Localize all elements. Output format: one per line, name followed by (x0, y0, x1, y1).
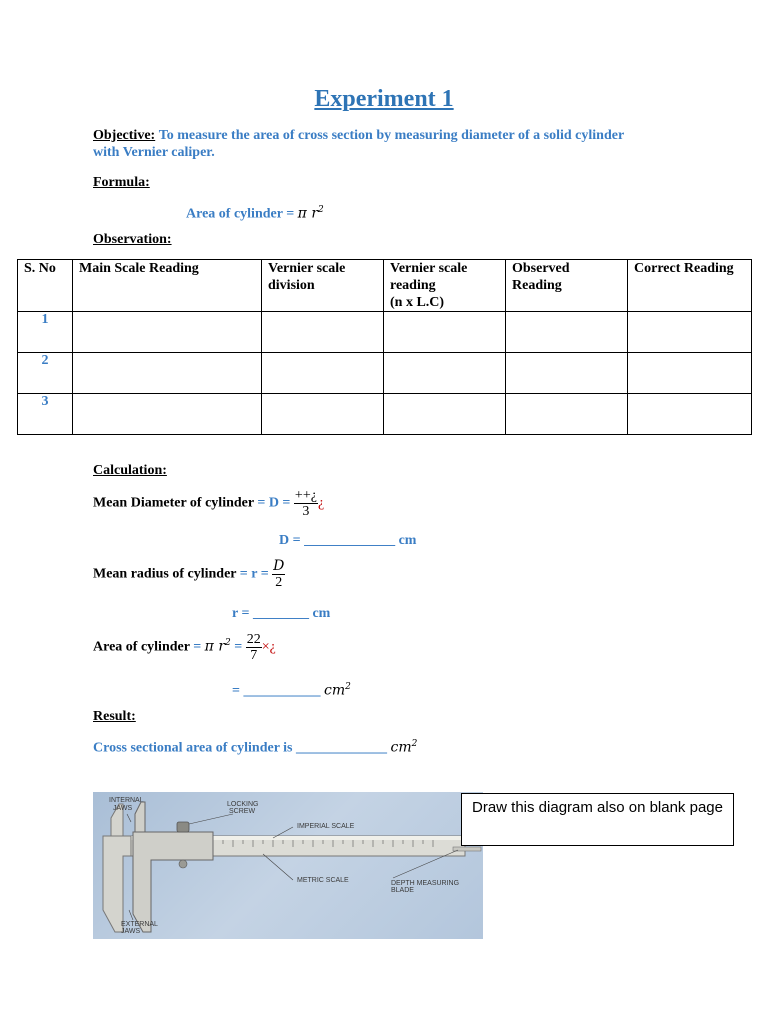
mean-radius-eq: = r = (236, 566, 273, 582)
table-cell[interactable] (262, 394, 384, 435)
mean-radius-line (93, 559, 285, 590)
area-tail: ×¿ (261, 639, 276, 655)
table-cell[interactable] (262, 353, 384, 394)
diagram-note-box: Draw this diagram also on blank page (461, 793, 734, 846)
label-metric-scale: METRIC SCALE (297, 877, 349, 884)
objective (93, 127, 653, 161)
d-result-unit: cm (398, 533, 417, 548)
area-label: Area of cylinder (93, 639, 190, 655)
label-external-jaws-2: JAWS (121, 928, 141, 935)
mean-diameter-fraction (294, 488, 318, 519)
table-cell[interactable] (262, 312, 384, 353)
r-result-prefix: r = (232, 606, 253, 621)
label-external-jaws-1: EXTERNAL (121, 921, 158, 928)
table-cell[interactable] (73, 353, 262, 394)
table-row (18, 394, 752, 435)
r-result-line (232, 605, 330, 622)
row-number: 3 (18, 394, 73, 435)
mean-diameter-eq: = D = (253, 495, 294, 511)
fraction-tail: ¿ (317, 495, 325, 511)
table-cell[interactable] (506, 353, 628, 394)
result-line (93, 736, 417, 757)
formula-label: Formula: (93, 175, 150, 190)
d-result-blank[interactable]: _____________ (304, 533, 396, 548)
formula-exp: 2 (318, 205, 324, 215)
result-exp: 2 (411, 739, 418, 749)
table-cell[interactable] (506, 394, 628, 435)
mean-diameter-label: Mean Diameter of cylinder (93, 495, 254, 511)
result-unit: cm (390, 739, 412, 756)
row-number: 1 (18, 312, 73, 353)
table-row (18, 312, 752, 353)
sliding-jaw (133, 832, 213, 932)
calculation-label: Calculation: (93, 463, 167, 478)
table-cell[interactable] (628, 312, 752, 353)
fraction-numerator: ++¿ (294, 488, 317, 503)
formula-line (186, 202, 324, 223)
vernier-caliper-illustration (93, 792, 483, 939)
header-vernier-division: Vernier scale division (262, 260, 384, 312)
page-title: Experiment 1 (314, 86, 454, 112)
sliding-internal-jaw (135, 802, 145, 832)
table-cell[interactable] (628, 353, 752, 394)
r-result-blank[interactable]: ________ (252, 606, 309, 621)
area-result-unit: cm (323, 682, 346, 699)
fixed-external-jaw (103, 836, 131, 932)
fraction-numerator: 22 (246, 632, 261, 647)
d-result-prefix: D = (279, 533, 305, 548)
area-eq: = (189, 639, 205, 655)
observation-label: Observation: (93, 232, 172, 247)
table-cell[interactable] (628, 394, 752, 435)
fraction-denominator: 3 (302, 504, 310, 519)
table-cell[interactable] (506, 312, 628, 353)
label-imperial-scale: IMPERIAL SCALE (297, 823, 355, 830)
label-depth-blade-1: DEPTH MEASURING (391, 880, 460, 887)
result-text: Cross sectional area of cylinder is (93, 740, 296, 756)
objective-label: Objective: (93, 128, 156, 143)
area-result-exp: 2 (345, 682, 351, 692)
header-vernier-reading-formula: (n x L.C) (390, 295, 445, 310)
fraction-denominator: 7 (250, 648, 258, 663)
table-cell[interactable] (384, 353, 506, 394)
table-cell[interactable] (73, 312, 262, 353)
mean-diameter-line (93, 488, 324, 519)
thumb-wheel (179, 860, 187, 868)
header-main-scale: Main Scale Reading (73, 260, 262, 312)
header-observed: Observed Reading (506, 260, 628, 312)
table-cell[interactable] (384, 312, 506, 353)
label-internal-jaws-1: INTERNAL (109, 797, 144, 804)
table-header-row (18, 260, 752, 312)
area-exp: 2 (225, 638, 231, 649)
table-cell[interactable] (384, 394, 506, 435)
area-result-blank[interactable]: ___________ (243, 683, 321, 699)
vernier-caliper-diagram (93, 792, 483, 939)
label-depth-blade-2: BLADE (391, 887, 414, 894)
area-fraction (246, 632, 262, 663)
d-result-line (279, 532, 416, 549)
table-row (18, 353, 752, 394)
observation-table (17, 259, 752, 435)
header-vernier-reading (384, 260, 506, 312)
formula-expr: π r (297, 205, 319, 222)
area-expr: π r (204, 638, 226, 655)
fraction-denominator: 2 (275, 575, 283, 590)
fraction-numerator: D (273, 558, 285, 574)
result-label: Result: (93, 709, 136, 724)
header-correct: Correct Reading (628, 260, 752, 312)
area-line (93, 632, 276, 663)
area-eq2: = (230, 639, 246, 655)
mean-radius-label: Mean radius of cylinder (93, 566, 237, 582)
header-vernier-reading-text: Vernier scale reading (390, 261, 468, 293)
mean-radius-fraction (272, 559, 285, 590)
label-internal-jaws-2: JAWS (113, 805, 133, 812)
label-locking-screw-2: SCREW (229, 808, 256, 815)
formula-text: Area of cylinder = (186, 206, 298, 222)
row-number: 2 (18, 353, 73, 394)
r-result-unit: cm (312, 606, 331, 621)
result-blank[interactable]: _____________ (296, 740, 387, 756)
area-result-prefix: = (232, 683, 244, 699)
header-sno: S. No (18, 260, 73, 312)
label-locking-screw-1: LOCKING (227, 801, 259, 808)
locking-screw (177, 822, 189, 832)
objective-text: To measure the area of cross section by measuring diameter of a solid cylinder with Vernier caliper. (93, 128, 624, 160)
area-result-line (232, 679, 351, 700)
table-cell[interactable] (73, 394, 262, 435)
